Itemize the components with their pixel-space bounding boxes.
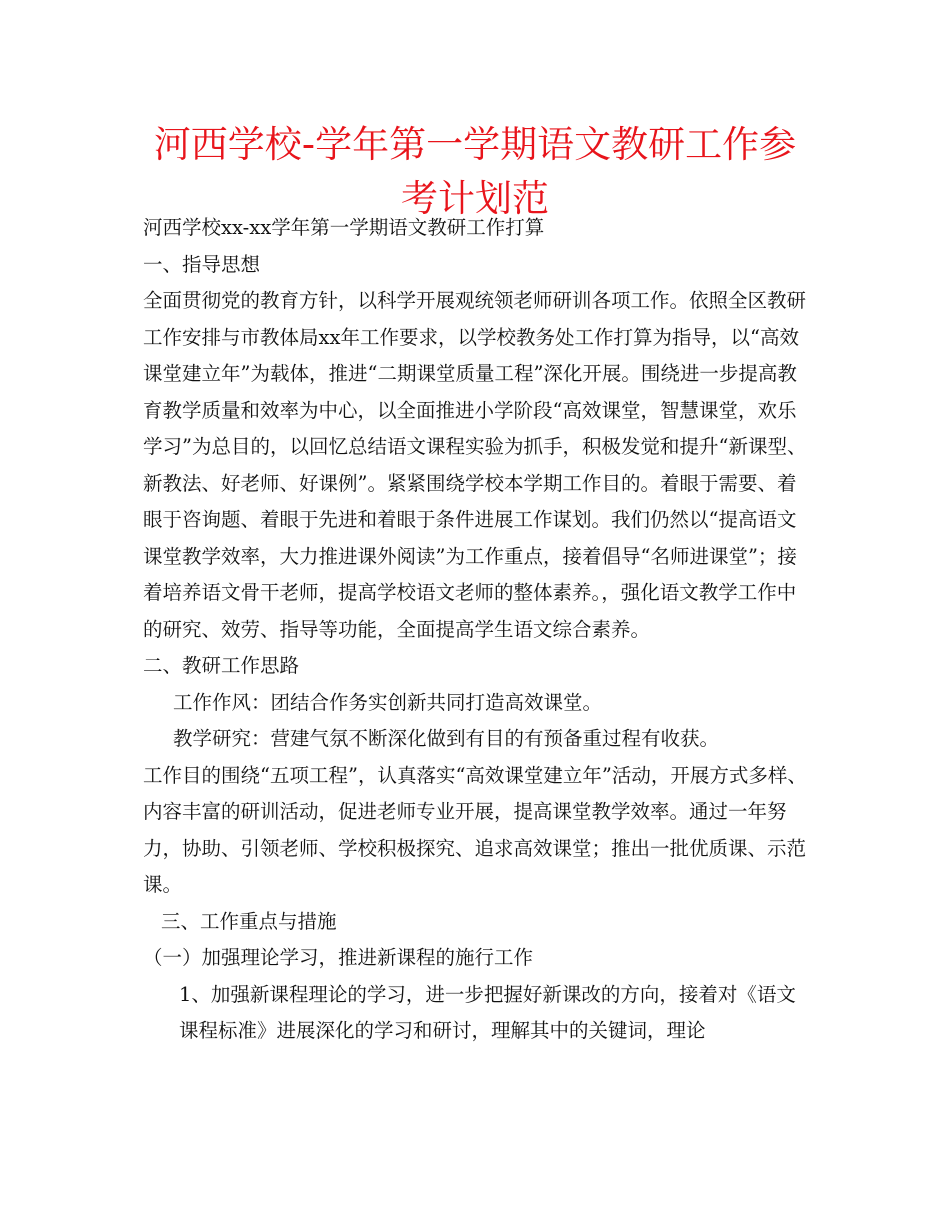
document-title: 河西学校-学年第一学期语文教研工作参考计划范 [153,123,797,220]
paragraph-work-goal: 工作目的围绕“五项工程”，认真落实“高效课堂建立年”活动，开展方式多样、内容丰富的研训活动，促进老师专业开展，提高课堂教学效率。通过一年努力，协助、引领老师、学校积极探究、追求高效课堂；推出一批优质课、示范课。 [143,763,807,896]
paragraph-item-1: 1、加强新课程理论的学习，进一步把握好新课改的方向，接着对《语文课程标准》进展深化的学习和研讨，理解其中的关键词，理论 [179,982,796,1042]
section-heading-research-approach: 二、教研工作思路 [143,654,300,677]
paragraph-guiding-thought: 全面贯彻党的教育方针，以科学开展观统领老师研训各项工作。依照全区教研工作安排与市教体局xx年工作要求，以学校教务处工作打算为指导，以“高效课堂建立年”为载体，推进“二期课堂质量工程”深化开展。围绕进一步提高教育教学质量和效率为中心，以全面推进小学阶段“高效课堂，智慧课堂，欢乐学习”为总目的，以回忆总结语文课程实验为抓手，积极发觉和提升“新课型、新教法、好老师、好课例”。紧紧围绕学校本学期工作目的。着眼于需要、着眼于咨询题、着眼于先进和着眼于条件进展工作谋划。我们仍然以“提高语文课堂教学效率，大力推进课外阅读”为工作重点，接着倡导“名师进课堂”；接着培养语文骨干老师，提高学校语文老师的整体素养。，强化语文教学工作中的研究、效劳、指导等功能，全面提高学生语文综合素养。 [143,289,807,641]
section-heading-guiding-thought: 一、指导思想 [143,252,261,276]
subsection-heading-theory-study: （一）加强理论学习，推进新课程的施行工作 [143,946,534,969]
paragraph-teaching-research: 教学研究：营建气氛不断深化做到有目的有预备重过程有收获。 [173,727,720,750]
section-heading-key-measures: 三、工作重点与措施 [161,909,337,933]
paragraph-work-style: 工作作风：团结合作务实创新共同打造高效课堂。 [173,690,603,714]
subtitle-line: 河西学校xx-xx学年第一学期语文教研工作打算 [143,216,545,239]
document-body [143,210,815,1050]
